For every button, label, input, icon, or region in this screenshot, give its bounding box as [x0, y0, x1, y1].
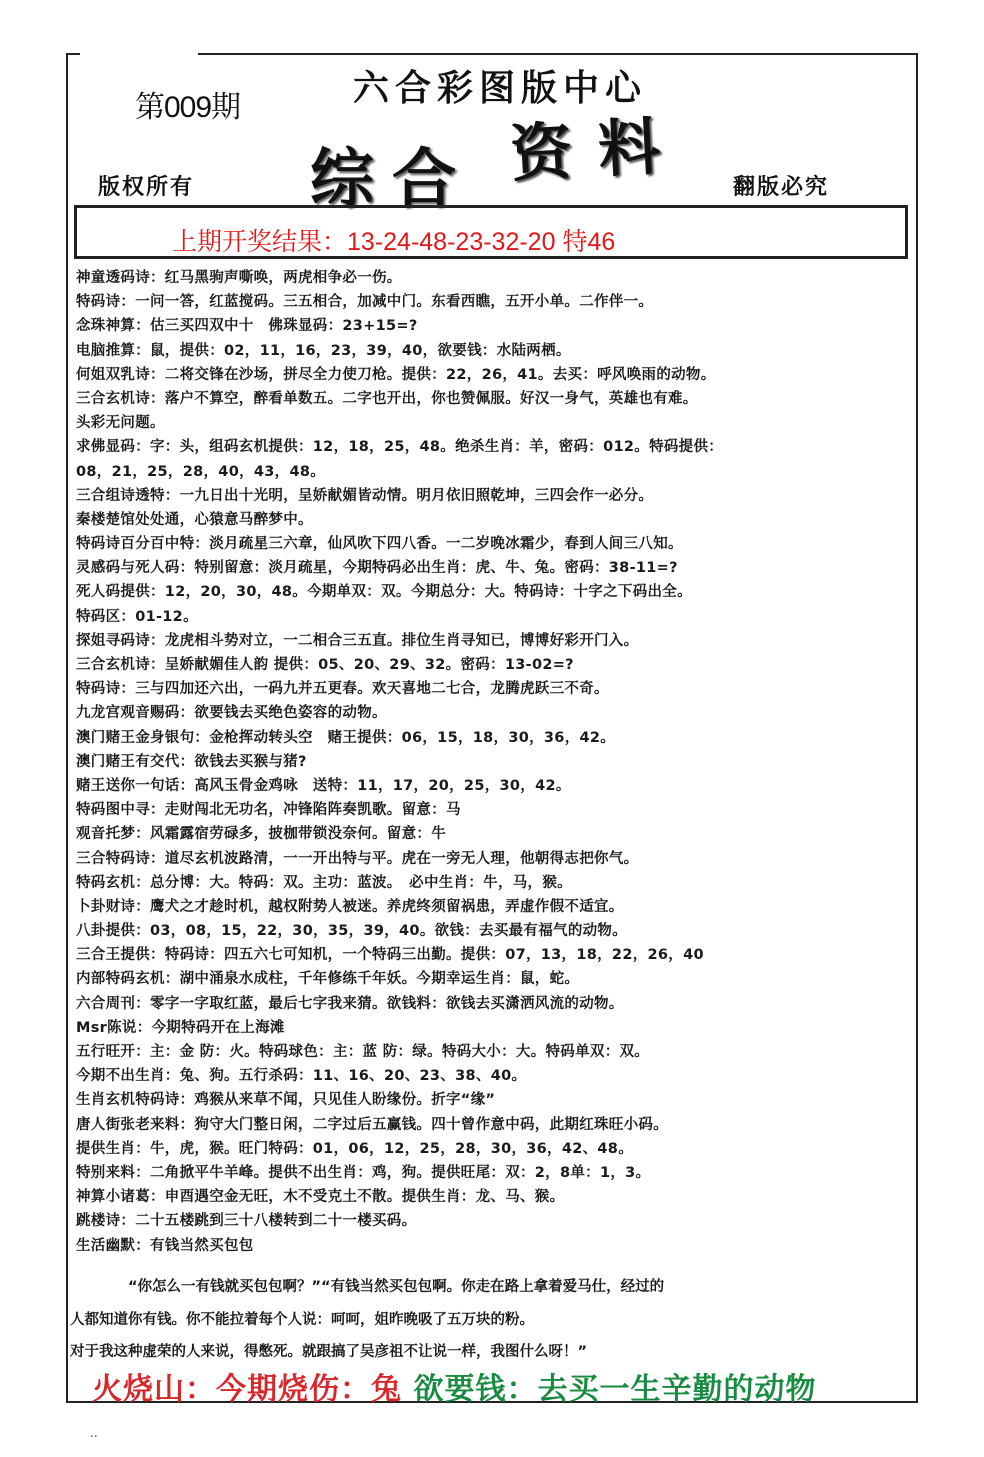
tip-line: 特码图中寻：走财闯北无功名，冲锋陷阵奏凯歌。留意：马 [76, 802, 461, 819]
footer-burn-hint: 火烧山：今期烧伤：兔 [92, 1372, 402, 1407]
tip-line: 八卦提供：03，08，15，22，30，35，39，40。欲钱：去买最有福气的动物。 [76, 923, 628, 940]
tip-line: 三合王提供：特码诗：四五六七可知机，一个特码三出勤。提供：07，13，18，22，26，40 [76, 947, 704, 964]
tip-line: 特码诗：三与四加还六出，一码九并五更春。欢天喜地二七合，龙腾虎跃三不奇。 [76, 681, 609, 698]
tip-line: 观音托梦：风霜露宿劳碌多，披枷带锁没奈何。留意：牛 [76, 826, 446, 843]
tip-line: 特码区：01-12。 [76, 608, 198, 625]
copyright-left: 版权所有 [98, 174, 195, 200]
last-result-numbers: 13-24-48-23-32-20 [347, 228, 556, 256]
bottom-marks: .. [90, 1426, 98, 1440]
humor-story-line-1: “你怎么一有钱就买包包啊？”“有钱当然买包包啊。你走在路上拿着爱马仕，经过的 [128, 1279, 665, 1295]
tip-line: 特别来料：二角掀平牛羊峰。提供不出生肖：鸡，狗。提供旺尾：双：2，8单：1，3。 [76, 1164, 651, 1181]
tip-line: 三合玄机诗：落户不算空，醉看单数五。二字也开出，你也赞佩服。好汉一身气，英雄也有难。 [76, 390, 698, 407]
main-title-part1: 综合 [310, 142, 474, 217]
tip-line: 08，21，25，28，40，43，48。 [76, 463, 326, 480]
tip-line: 神算小诸葛：申酉遇空金无旺，木不受克土不散。提供生肖：龙、马、猴。 [76, 1189, 565, 1206]
tip-line: 求佛显码：字：头，组码玄机提供：12，18，25，48。绝杀生肖：羊，密码：012。特码提供： [76, 439, 724, 456]
main-title-part2: 资料 [508, 108, 689, 191]
tips-list [76, 266, 916, 1258]
tip-line: 生肖玄机特码诗：鸡猴从来草不闻，只见佳人盼缘份。折字“缘” [76, 1092, 496, 1109]
tip-line: 特码诗：一问一答，红蓝搅码。三五相合，加减中门。东看西瞧，五开小单。二作伴一。 [76, 294, 654, 311]
tip-line: 特码诗百分百中特：淡月疏星三六章，仙风吹下四八香。一二岁晚冰霜少，春到人间三八知。 [76, 536, 683, 553]
tip-line: 何姐双乳诗：二将交锋在沙场，拼尽全力使刀枪。提供：22，26，41。去买：呼风唤雨的动物。 [76, 366, 716, 383]
tip-line: 灵感码与死人码：特别留意：淡月疏星，今期特码必出生肖：虎、牛、兔。密码：38-11=? [76, 560, 678, 577]
tip-line: 死人码提供：12，20，30，48。今期单双：双。今期总分：大。特码诗：十字之下码出全。 [76, 584, 692, 601]
tip-line: 内部特码玄机：湖中涌泉水成柱，千年修练千年妖。今期幸运生肖：鼠，蛇。 [76, 971, 580, 988]
tip-line: 提供生肖：牛，虎，猴。旺门特码：01，06，12，25，28，30，36，42、48。 [76, 1140, 634, 1157]
tip-line: Msr陈说：今期特码开在上海滩 [76, 1019, 285, 1036]
tip-line: 九龙宫观音赐码：欲要钱去买绝色姿容的动物。 [76, 705, 387, 722]
tip-line: 跳楼诗：二十五楼跳到三十八楼转到二十一楼买码。 [76, 1213, 417, 1230]
last-result [172, 222, 615, 258]
tip-line: 特码玄机：总分博：大。特码：双。主功：蓝波。 必中生肖：牛，马，猴。 [76, 874, 572, 891]
humor-story-line-3: 对于我这种虚荣的人来说，得憋死。就跟搞了吴彦祖不让说一样，我图什么呀！” [70, 1344, 588, 1360]
last-result-label: 上期开奖结果： [172, 228, 348, 256]
copyright-right: 翻版必究 [733, 174, 830, 200]
tip-line: 今期不出生肖：兔、狗。五行杀码：11、16、20、23、38、40。 [76, 1068, 527, 1085]
tip-line: 探姐寻码诗：龙虎相斗势对立，一二相合三五直。排位生肖寻知已，博博好彩开门入。 [76, 632, 639, 649]
last-result-special: 特46 [562, 228, 616, 256]
tip-line: 念珠神算：估三买四双中十 佛珠显码：23+15=? [76, 318, 418, 335]
tip-line: 头彩无问题。 [76, 415, 165, 432]
tip-line: 生活幽默：有钱当然买包包 [76, 1237, 254, 1254]
tip-line: 电脑推算：鼠，提供：02，11，16，23，39，40，欲要钱：水陆两栖。 [76, 342, 571, 359]
issue-number: 第009期 [135, 91, 241, 124]
tip-line: 卜卦财诗：鹰犬之才趁时机，越权附势人被迷。养虎终须留祸患，弄虚作假不适宜。 [76, 898, 624, 915]
humor-story-line-2: 人都知道你有钱。你不能拉着每个人说：呵呵，姐昨晚吸了五万块的粉。 [70, 1312, 534, 1328]
tip-line: 三合组诗透特：一九日出十光明，呈娇献媚皆动情。明月依旧照乾坤，三四会作一必分。 [76, 487, 654, 504]
publisher-title: 六合彩图版中心 [352, 67, 647, 109]
frame-gap [80, 51, 198, 55]
footer-money-hint: 欲要钱：去买一生辛勤的动物 [413, 1372, 817, 1407]
tip-line: 六合周刊：零字一字取红蓝，最后七字我来猜。欲钱料：欲钱去买潇洒风流的动物。 [76, 995, 624, 1012]
tip-line: 澳门赌王有交代：欲钱去买猴与猪? [76, 753, 307, 770]
footer-banner [92, 1364, 816, 1408]
tip-line: 三合玄机诗：呈娇献媚佳人韵 提供：05、20、29、32。密码：13-02=? [76, 657, 574, 673]
tip-line: 秦楼楚馆处处通，心猿意马醉梦中。 [76, 511, 313, 528]
tip-line: 唐人街张老来料：狗守大门整日闲，二字过后五赢钱。四十曾作意中码，此期红珠旺小码。 [76, 1116, 668, 1133]
tip-line: 神童透码诗：红马黑驹声嘶唤，两虎相争必一伤。 [76, 270, 402, 286]
tip-line: 赌王送你一句话：高风玉骨金鸡咏 送特：11，17，20，25，30，42。 [76, 777, 571, 794]
tip-line: 三合特码诗：道尽玄机波路清，一一开出特与平。虎在一旁无人理，他朝得志把你气。 [76, 850, 639, 867]
tip-line: 澳门赌王金身银句：金枪挥动转头空 赌王提供：06，15，18，30，36，42。 [76, 729, 616, 746]
tip-line: 五行旺开：主：金 防：火。特码球色：主：蓝 防：绿。特码大小：大。特码单双：双。 [76, 1044, 650, 1060]
